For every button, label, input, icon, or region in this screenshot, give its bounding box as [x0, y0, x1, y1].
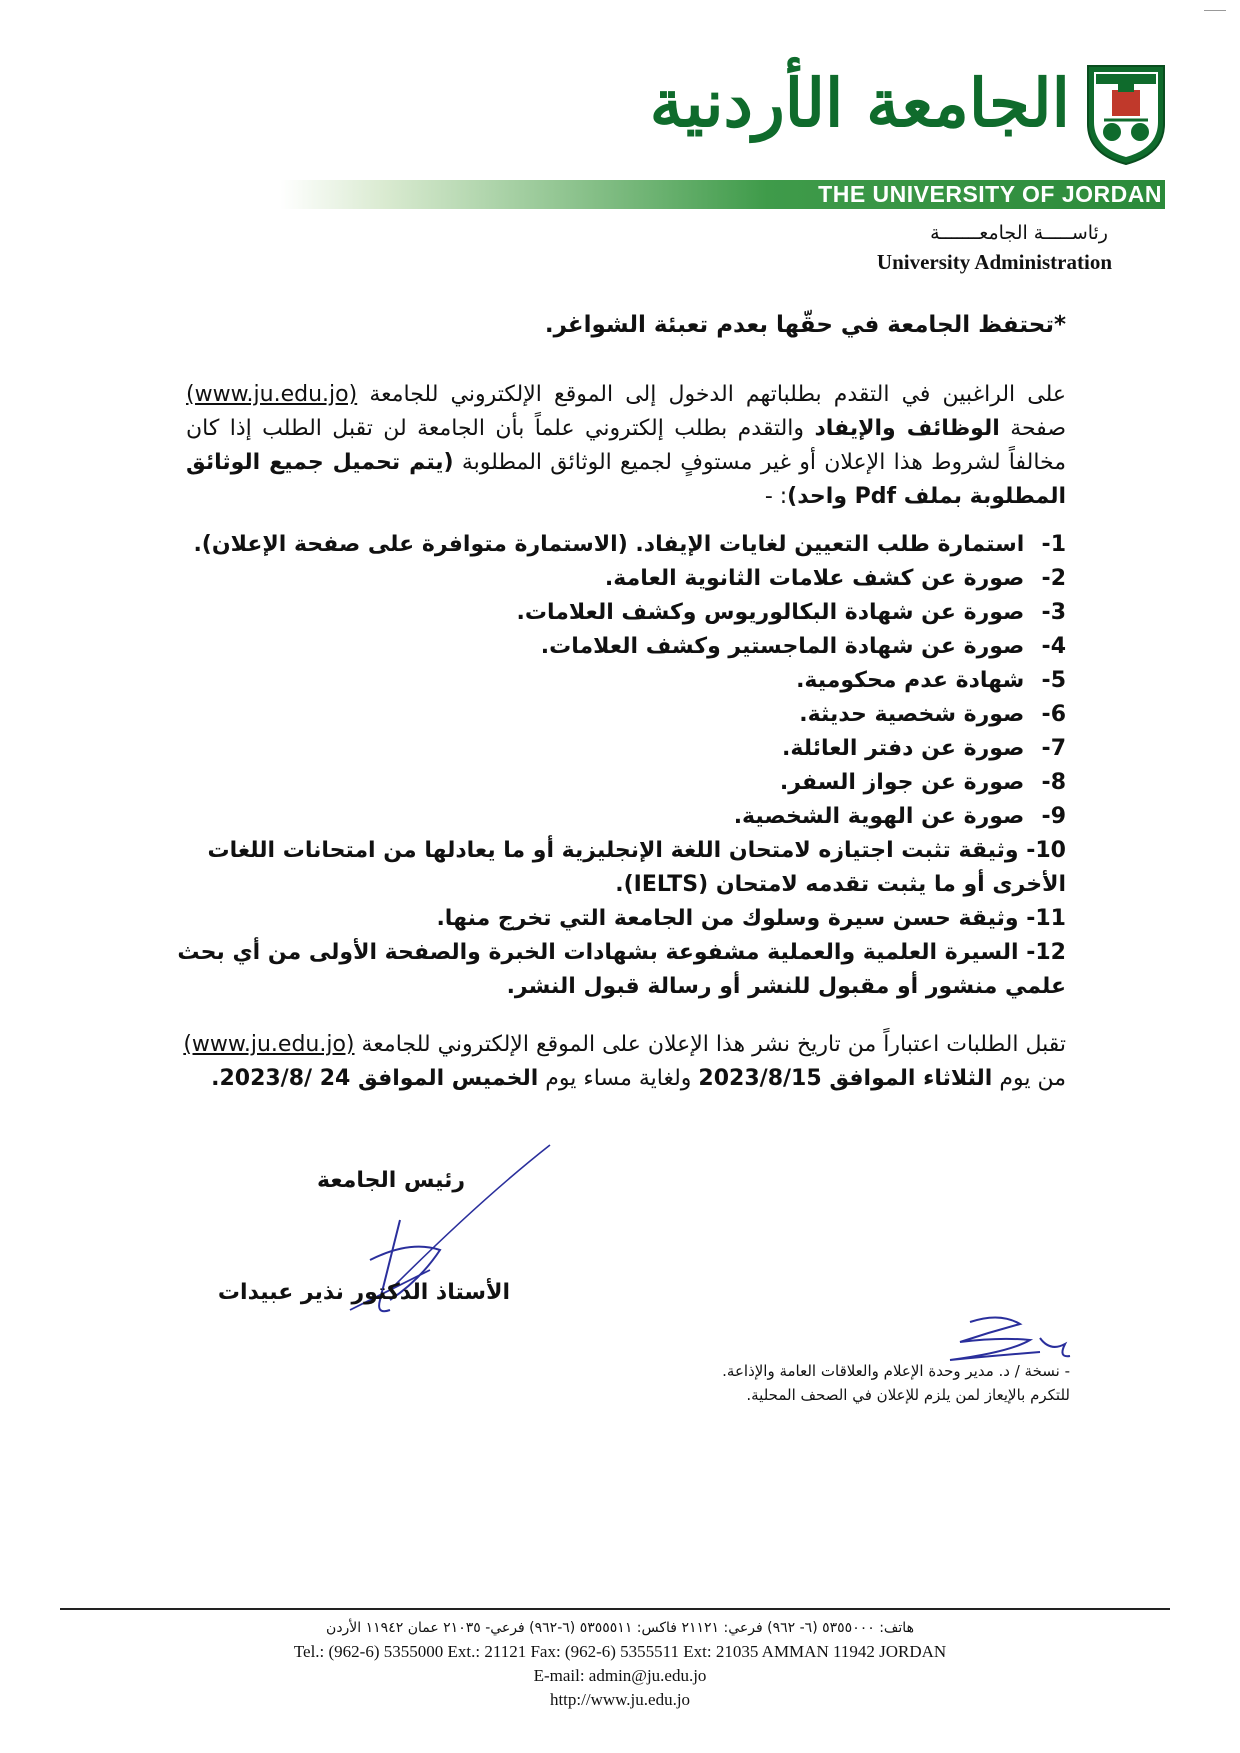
requirement-item: 10- وثيقة تثبت اجتيازه لامتحان اللغة الإنجليزية أو ما يعادلها من امتحانات اللغات الأخرى أو ما يثبت تقدمه لامتحان (IELTS). — [207, 838, 1066, 897]
deadline-website-link[interactable]: (www.ju.edu.jo) — [183, 1032, 355, 1057]
president-signature — [330, 1140, 570, 1340]
requirement-item: 6- صورة شخصية حديثة. — [799, 702, 1066, 727]
copy-instruction: للتكرم بالإيعاز لمن يلزم للإعلان في الصحف المحلية. — [746, 1386, 1070, 1404]
deadline-start-date: الثلاثاء الموافق 2023/8/15 — [698, 1066, 993, 1091]
intro-line2-pre: صفحة — [1010, 416, 1066, 441]
deadline-line1: تقبل الطلبات اعتباراً من تاريخ نشر هذا الإعلان على الموقع الإلكتروني للجامعة — [361, 1032, 1066, 1057]
deadline-paragraph — [136, 1028, 1066, 1096]
requirement-item: 11- وثيقة حسن سيرة وسلوك من الجامعة التي تخرج منها. — [436, 906, 1066, 931]
requirement-item: 1- استمارة طلب التعيين لغايات الإيفاد. (الاستمارة متوافرة على صفحة الإعلان). — [193, 532, 1066, 557]
footer-website[interactable]: http://www.ju.edu.jo — [549, 1690, 691, 1709]
requirement-item: 3- صورة عن شهادة البكالوريوس وكشف العلامات. — [516, 600, 1066, 625]
requirement-item: 12- السيرة العلمية والعملية مشفوعة بشهادات الخبرة والصفحة الأولى من أي بحث علمي منشور أو مقبول للنشر أو رسالة قبول النشر. — [177, 940, 1066, 999]
intro-website-link[interactable]: (www.ju.edu.jo) — [186, 382, 358, 407]
deadline-line2-mid: ولغاية مساء يوم — [545, 1066, 692, 1091]
intro-line3-tail: : - — [764, 484, 788, 509]
footer-phone-ar: هاتف: ٥٣٥٥٠٠٠ (٦- ٩٦٢) فرعي: ٢١١٢١ فاكس: ٥٣٥٥٥١١ (٦-٩٦٢) فرعي- ٢١٠٣٥ عمان ١١٩٤٢ الأردن — [326, 1620, 914, 1636]
intro-pdf-instruction: (يتم تحميل جميع الوثائق المطلوبة بملف Pdf واحد) — [186, 450, 1066, 509]
administration-label-en: University Administration — [876, 250, 1112, 274]
requirement-item: 5- شهادة عدم محكومية. — [796, 668, 1066, 693]
requirement-item: 7- صورة عن دفتر العائلة. — [782, 736, 1066, 761]
footer-email[interactable]: E-mail: admin@ju.edu.jo — [533, 1666, 707, 1685]
requirement-item: 2- صورة عن كشف علامات الثانوية العامة. — [604, 566, 1066, 591]
university-logo-arabic: الجامعة الأردنية — [649, 64, 1070, 142]
university-name-en: THE UNIVERSITY OF JORDAN — [818, 181, 1162, 207]
signature-name: الأستاذ الدكتور نذير عبيدات — [217, 1280, 510, 1305]
intro-paragraph — [186, 378, 1066, 514]
copy-recipient: - نسخة / د. مدير وحدة الإعلام والعلاقات العامة والإذاعة. — [722, 1362, 1070, 1380]
intro-line2-post: والتقدم بطلب إلكتروني علماً بأن الجامعة لن تقبل الطلب إذا كان مخالفاً لشروط هذا الإعلان أو غير مستوفٍ لجميع الوثائق المطلوبة — [186, 416, 1067, 475]
page-corner-mark — [1204, 10, 1226, 11]
footer-divider — [60, 1608, 1170, 1610]
footer-phone-en: Tel.: (962-6) 5355000 Ext.: 21121 Fax: (962-6) 5355511 Ext: 21035 AMMAN 11942 JORDAN — [293, 1642, 947, 1661]
intro-line1: على الراغبين في التقدم بطلباتهم الدخول إلى الموقع الإلكتروني للجامعة — [369, 382, 1066, 407]
footer-contact — [0, 1616, 1240, 1712]
deadline-end-date: الخميس الموافق 24 /2023/8. — [211, 1066, 539, 1091]
requirements-list — [166, 528, 1066, 1004]
intro-jobs-page: الوظائف والإيفاد — [814, 416, 1000, 441]
vacancy-note: *تحتفظ الجامعة في حقّها بعدم تعبئة الشواغر. — [544, 312, 1066, 338]
administration-label-ar: رئاســـــة الجامعـــــــة — [930, 222, 1108, 244]
university-emblem-icon — [1082, 62, 1170, 166]
signature-title: رئيس الجامعة — [317, 1168, 465, 1193]
requirement-item: 9- صورة عن الهوية الشخصية. — [733, 804, 1066, 829]
requirement-item: 4- صورة عن شهادة الماجستير وكشف العلامات. — [540, 634, 1066, 659]
requirement-item: 8- صورة عن جواز السفر. — [779, 770, 1066, 795]
deadline-line2-pre: من يوم — [999, 1066, 1066, 1091]
